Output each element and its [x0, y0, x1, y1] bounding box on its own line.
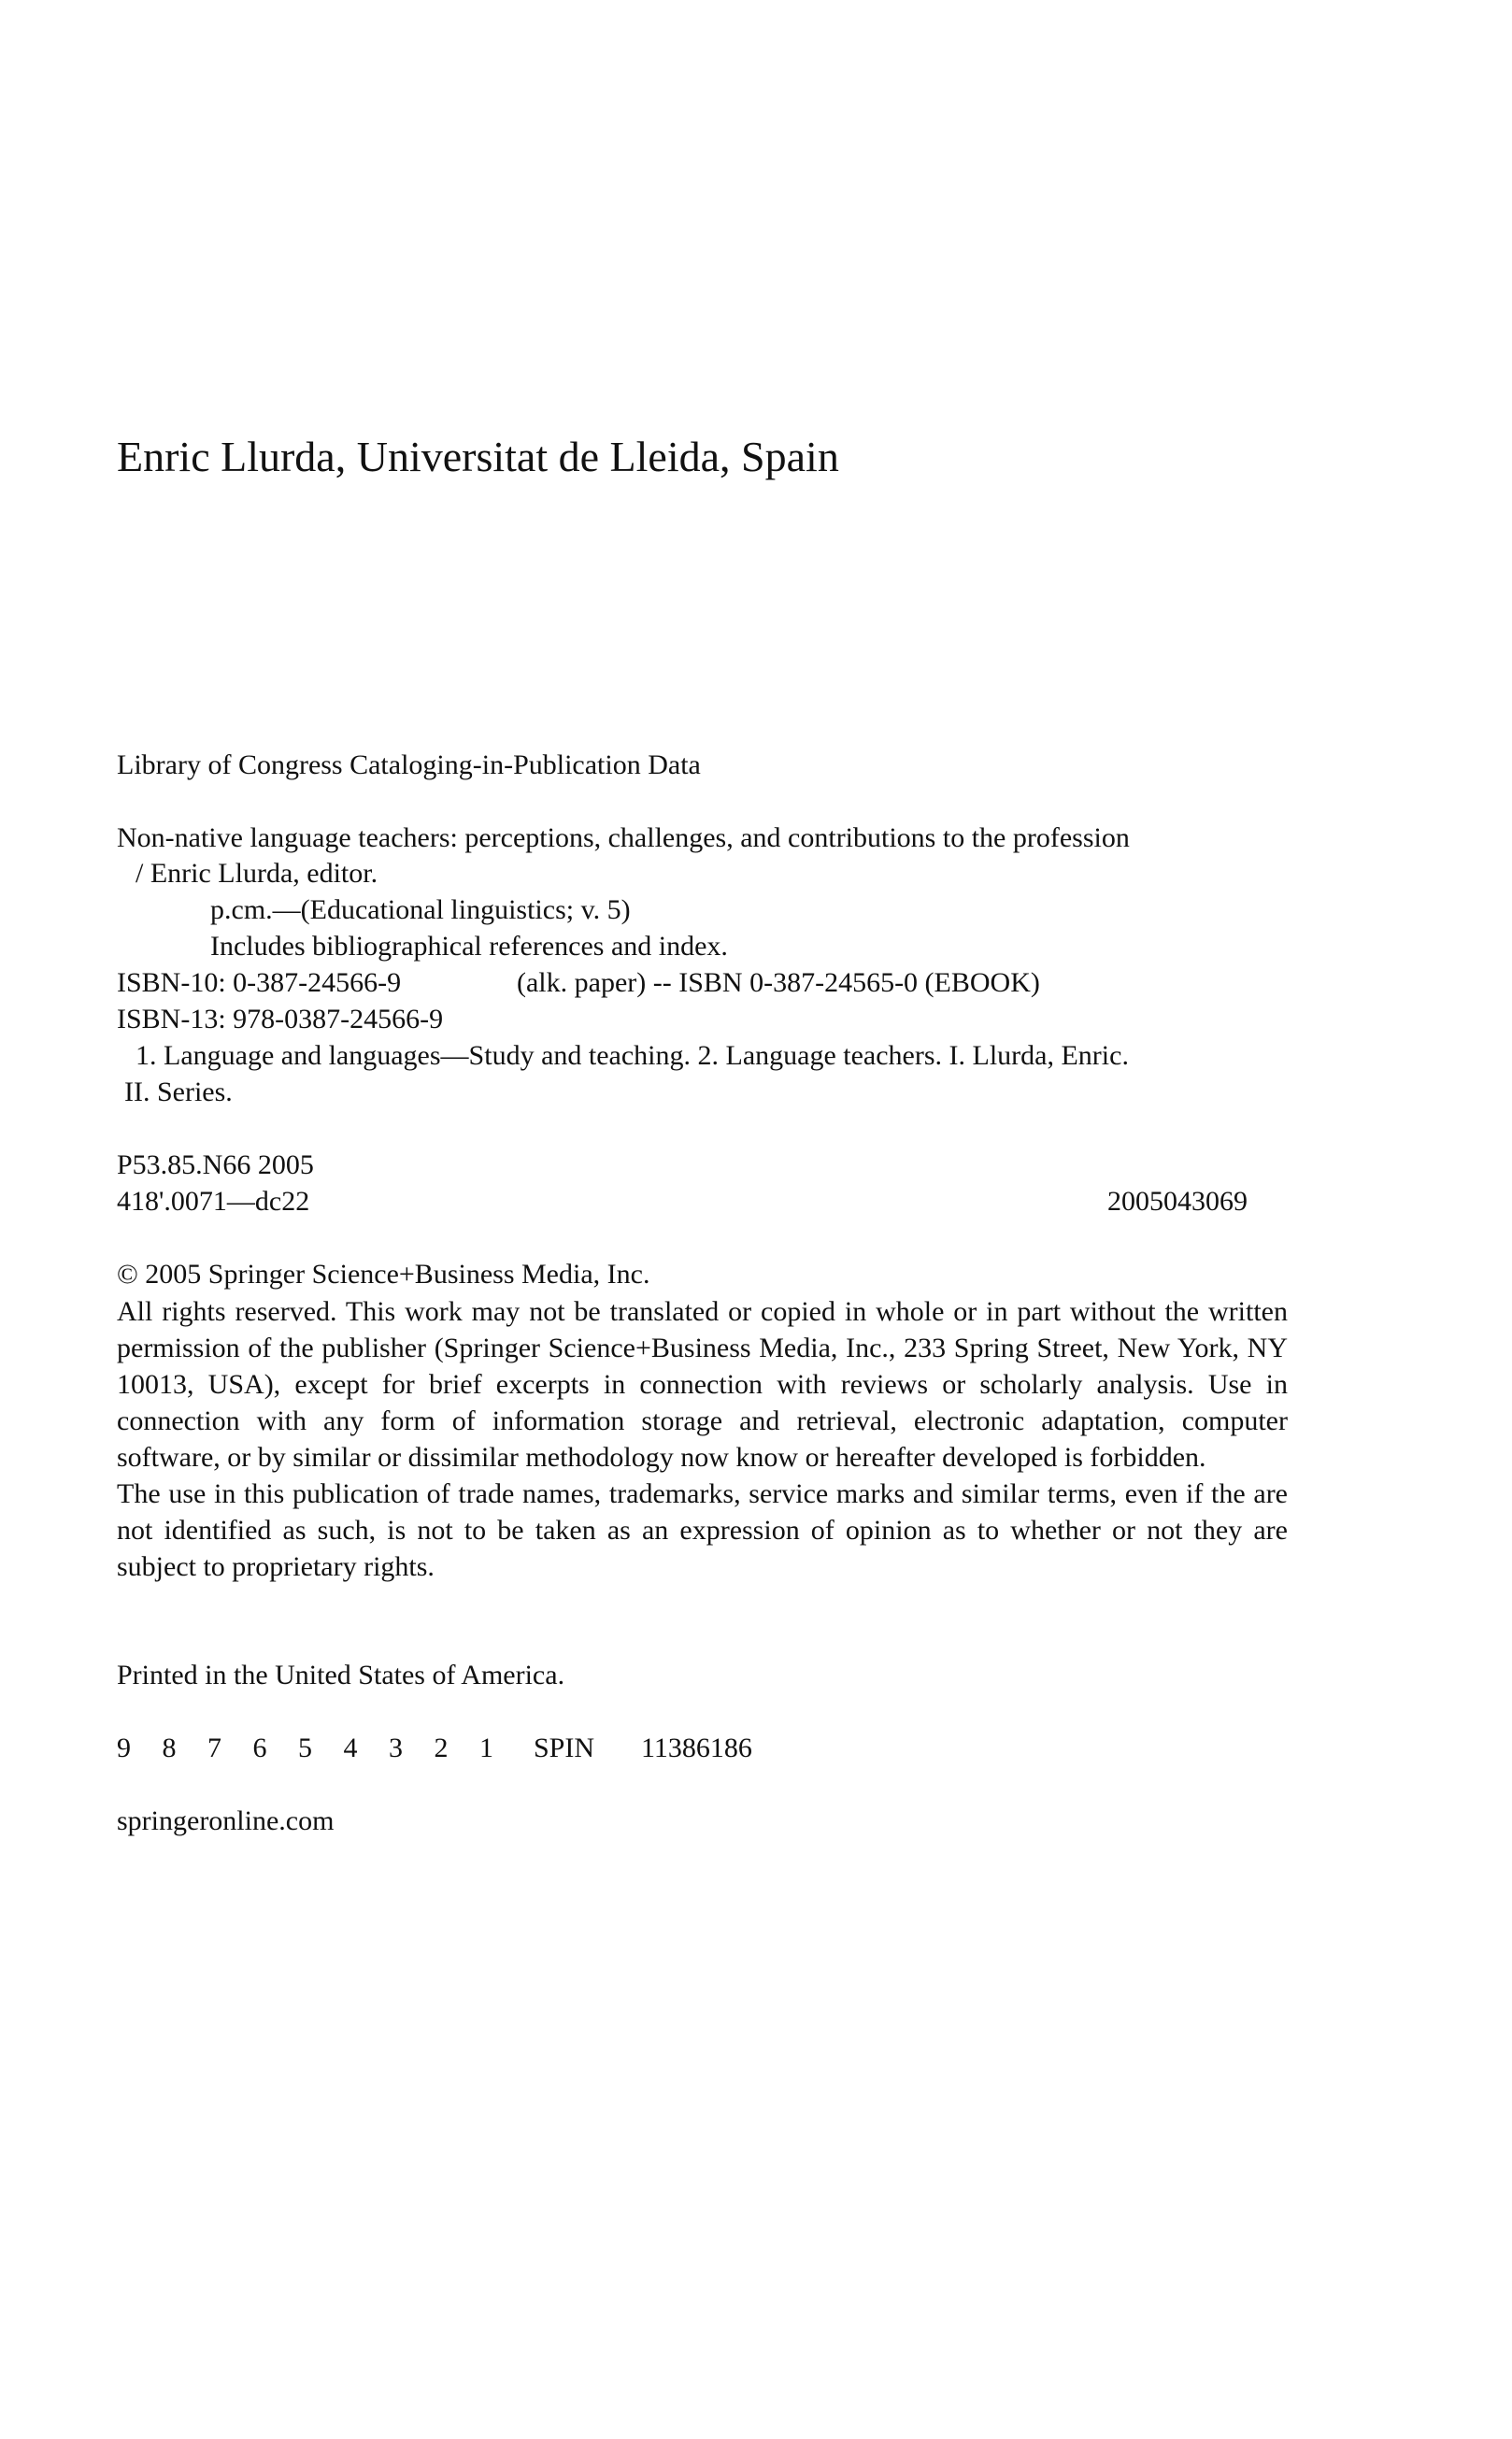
spin-label: SPIN — [534, 1733, 595, 1763]
lccn: 2005043069 — [1107, 1186, 1248, 1217]
isbn-13: ISBN-13: 978-0387-24566-9 — [117, 1004, 444, 1034]
cip-title-line-2: / Enric Llurda, editor. — [136, 858, 378, 889]
printed-in: Printed in the United States of America. — [117, 1660, 565, 1690]
cip-heading: Library of Congress Cataloging-in-Publication Data — [117, 749, 701, 780]
call-number: P53.85.N66 2005 — [117, 1149, 314, 1180]
rights-block — [117, 1293, 1288, 1585]
website: springeronline.com — [117, 1805, 335, 1836]
spin-number: 11386186 — [641, 1733, 752, 1763]
cip-series-line: p.cm.—(Educational linguistics; v. 5) — [210, 894, 631, 925]
trade-names-paragraph: The use in this publication of trade names, trademarks, service marks and similar terms, even if the are not identified as such, is not to be taken as an expression of opinion as to whether or not they are subject to proprietary rights. — [117, 1478, 1288, 1582]
isbn-10: ISBN-10: 0-387-24566-9 — [117, 967, 402, 998]
printing-number-line: 9 8 7 6 5 4 3 2 1 — [117, 1733, 506, 1763]
cip-title-line-1: Non-native language teachers: perceptions, challenges, and contributions to the profession — [117, 822, 1130, 853]
copyright-notice: © 2005 Springer Science+Business Media, Inc. — [117, 1259, 650, 1290]
author-affiliation: Enric Llurda, Universitat de Lleida, Spain — [117, 433, 839, 480]
cip-subjects-line-1: 1. Language and languages—Study and teaching. 2. Language teachers. I. Llurda, Enric. — [136, 1040, 1129, 1071]
isbn-10-note: (alk. paper) -- ISBN 0-387-24565-0 (EBOOK) — [517, 967, 1040, 998]
cip-bibliography-line: Includes bibliographical references and index. — [210, 931, 728, 962]
dewey-number: 418'.0071—dc22 — [117, 1186, 310, 1217]
cip-subjects-line-2: II. Series. — [124, 1077, 233, 1107]
rights-paragraph: All rights reserved. This work may not be translated or copied in whole or in part without the written permission of the publisher (Springer Science+Business Media, Inc., 233 Spring Street, New York, NY 10013, USA), except for brief excerpts in connection with reviews or scholarly analysis. Use in connection with any form of information storage and retrieval, electronic adaptation, computer software, or by similar or dissimilar methodology now know or hereafter developed is forbidden. — [117, 1296, 1288, 1473]
